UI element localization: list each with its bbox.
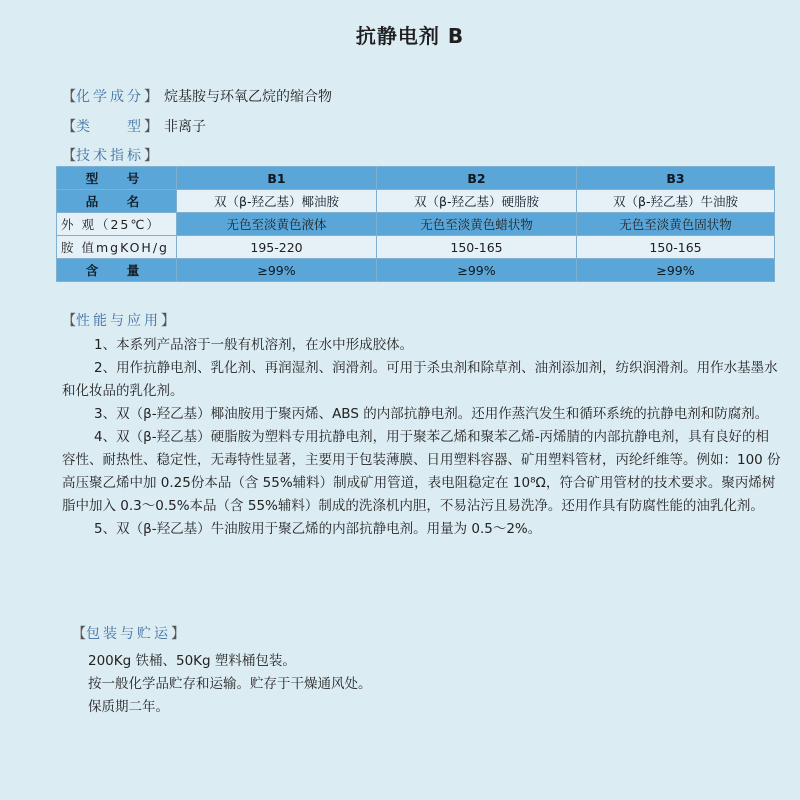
composition-line: 【化学成分】 烷基胺与环氧乙烷的缩合物 xyxy=(62,89,332,105)
spec-header-cell: 型 号 xyxy=(57,167,177,190)
performance-body xyxy=(62,334,782,541)
spec-header-cell: B3 xyxy=(577,167,775,190)
spec-row-label: 含 量 xyxy=(57,259,177,282)
spec-row-appearance xyxy=(57,213,775,236)
spec-cell: 无色至淡黄色固状物 xyxy=(577,213,775,236)
spec-cell: 150-165 xyxy=(377,236,577,259)
paragraph: 4、双（β-羟乙基）硬脂胺为塑料专用抗静电剂，用于聚苯乙烯和聚苯乙烯-丙烯腈的内部抗静电剂，具有良好的相容性、耐热性、稳定性，无毒特性显著，主要用于包装薄膜、日用塑料容器、矿用塑料管材，丙纶纤维等。例如：100 份高压聚乙烯中加 0.25份本品（含 55%辅料）制成矿用管道，表电阻稳定在 10⁸Ω，符合矿用管材的技术要求。聚丙烯树脂中加入 0.3～0.5%本品（含 55%辅料）制成的洗涤机内胆，不易沾污且易洗净。还用作具有防腐性能的油乳化剂。 xyxy=(62,429,781,514)
spec-header-cell: B2 xyxy=(377,167,577,190)
spec-header-row xyxy=(57,167,775,190)
spec-row-label: 外 观（25℃） xyxy=(57,213,177,236)
type-line: 【类 型】 非离子 xyxy=(62,119,206,135)
spec-row-content xyxy=(57,259,775,282)
spec-cell: ≥99% xyxy=(377,259,577,282)
spec-table xyxy=(56,166,775,282)
specs-label: 技术指标 xyxy=(76,148,144,164)
spec-cell: 双（β-羟乙基）牛油胺 xyxy=(577,190,775,213)
paragraph: 3、双（β-羟乙基）椰油胺用于聚丙烯、ABS 的内部抗静电剂。还用作蒸汽发生和循环系统的抗静电剂和防腐剂。 xyxy=(94,406,769,422)
specs-heading: 【技术指标】 xyxy=(62,148,158,164)
packaging-heading: 【包装与贮运】 xyxy=(72,626,185,642)
composition-value: 烷基胺与环氧乙烷的缩合物 xyxy=(164,89,332,105)
paragraph: 2、用作抗静电剂、乳化剂、再润湿剂、润滑剂。可用于杀虫剂和除草剂、油剂添加剂，纺织润滑剂。用作水基墨水和化妆品的乳化剂。 xyxy=(62,360,778,399)
type-label: 类 型 xyxy=(76,119,144,135)
page-title: 抗静电剂 B xyxy=(355,24,465,48)
composition-label: 化学成分 xyxy=(76,89,144,105)
spec-cell: ≥99% xyxy=(177,259,377,282)
packaging-line: 200Kg 铁桶、50Kg 塑料桶包装。 xyxy=(88,653,296,669)
packaging-label: 包装与贮运 xyxy=(86,626,171,642)
spec-row-label: 品 名 xyxy=(57,190,177,213)
spec-row-label: 胺 值mgKOH/g xyxy=(57,236,177,259)
type-value: 非离子 xyxy=(164,119,206,135)
spec-cell: 无色至淡黄色液体 xyxy=(177,213,377,236)
spec-row-name xyxy=(57,190,775,213)
spec-cell: 195-220 xyxy=(177,236,377,259)
performance-label: 性能与应用 xyxy=(76,313,161,329)
paragraph: 1、本系列产品溶于一般有机溶剂，在水中形成胶体。 xyxy=(94,337,414,353)
spec-cell: 无色至淡黄色蜡状物 xyxy=(377,213,577,236)
packaging-line: 按一般化学品贮存和运输。贮存于干燥通风处。 xyxy=(88,676,372,692)
spec-cell: 150-165 xyxy=(577,236,775,259)
spec-cell: 双（β-羟乙基）硬脂胺 xyxy=(377,190,577,213)
spec-header-cell: B1 xyxy=(177,167,377,190)
packaging-body xyxy=(88,650,372,719)
spec-cell: 双（β-羟乙基）椰油胺 xyxy=(177,190,377,213)
spec-cell: ≥99% xyxy=(577,259,775,282)
performance-heading: 【性能与应用】 xyxy=(62,313,175,329)
packaging-line: 保质期二年。 xyxy=(88,699,169,715)
paragraph: 5、双（β-羟乙基）牛油胺用于聚乙烯的内部抗静电剂。用量为 0.5～2%。 xyxy=(94,521,542,537)
spec-row-amine xyxy=(57,236,775,259)
